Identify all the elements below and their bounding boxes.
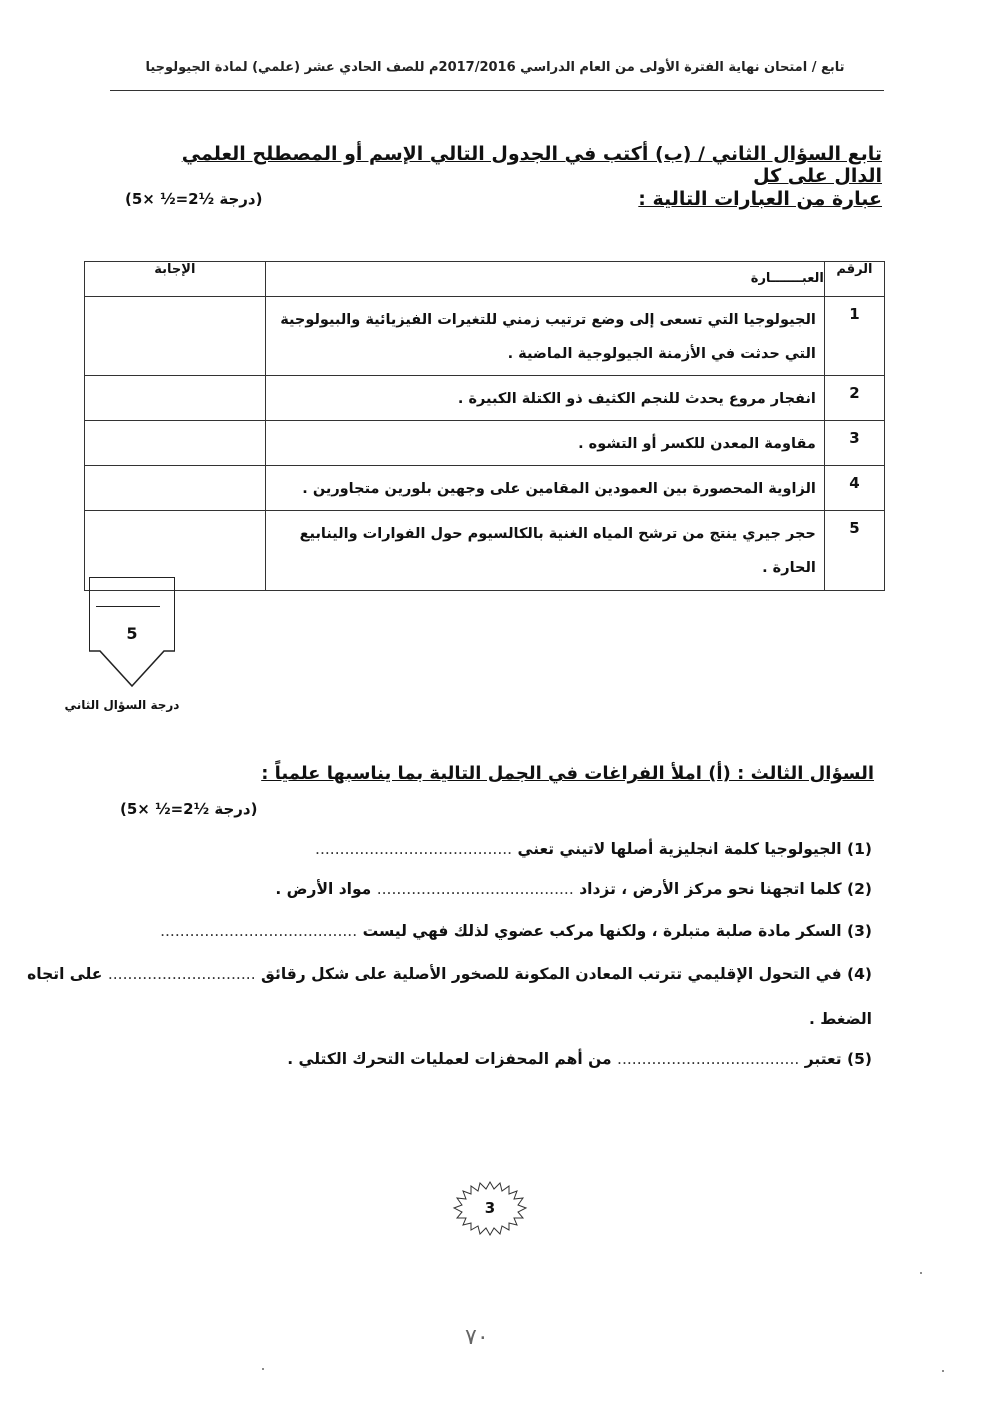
header-answer: الإجابة (85, 262, 266, 297)
row-statement: حجر جيري ينتج من ترشح المياه الغنية بالكالسيوم حول الفوارات والينابيع الحارة . (265, 511, 824, 591)
header-number: الرقم (824, 262, 884, 297)
fill-item (160, 922, 872, 940)
q3-marks: (5× ½=2½ درجة) (120, 800, 258, 818)
fill-prefix: (3) السكر مادة صلبة متبلرة ، ولكنها مركب عضوي لذلك فهي ليست (362, 922, 872, 940)
fill-suffix: مواد الأرض . (275, 880, 372, 898)
header-divider (110, 90, 884, 91)
page-number-badge (452, 1180, 528, 1236)
fill-item (287, 1050, 872, 1068)
exam-header: تابع / امتحان نهاية الفترة الأولى من العام الدراسي 2017/2016م للصف الحادي عشر (علمي) لمادة الجيولوجيا (145, 60, 845, 75)
fill-continuation: الضغط . (808, 1010, 872, 1028)
fill-prefix: (1) الجيولوجيا كلمة انجليزية أصلها لاتيني تعني (517, 840, 872, 858)
row-answer-cell[interactable] (85, 376, 266, 421)
scan-speck (920, 1272, 922, 1274)
row-number: 5 (824, 511, 884, 591)
table-row (85, 376, 885, 421)
row-statement: مقاومة المعدن للكسر أو التشوه . (265, 421, 824, 466)
fill-item (275, 880, 872, 898)
table-row (85, 297, 885, 376)
row-answer-cell[interactable] (85, 297, 266, 376)
fill-prefix: (2) كلما اتجهنا نحو مركز الأرض ، تزداد (579, 880, 872, 898)
grade-caption: درجة السؤال الثاني (64, 698, 180, 712)
row-number: 4 (824, 466, 884, 511)
grade-blank-line[interactable] (96, 606, 160, 607)
statements-table (84, 261, 885, 591)
table-row (85, 421, 885, 466)
row-statement: الجيولوجيا التي تسعى إلى وضع ترتيب زمني للتغيرات الفيزيائية والبيولوجية التي حدثت في الأزمنة الجيولوجية الماضية . (265, 297, 824, 376)
fill-blank[interactable]: ........................................ (376, 880, 574, 898)
scan-speck (942, 1370, 944, 1372)
fill-blank[interactable]: .............................. (107, 965, 256, 983)
table-header-row (85, 262, 885, 297)
fill-suffix: من أهم المحفزات لعمليات التحرك الكتلي . (287, 1050, 612, 1068)
fill-blank[interactable]: ..................................... (617, 1050, 800, 1068)
header-statement: العبـــــــارة (265, 262, 824, 297)
down-arrow-icon (82, 650, 182, 690)
row-number: 3 (824, 421, 884, 466)
row-answer-cell[interactable] (85, 421, 266, 466)
scan-speck (262, 1368, 264, 1370)
handwritten-page-number: ٧٠ (465, 1325, 489, 1350)
fill-prefix: (5) تعتبر (804, 1050, 872, 1068)
page-number: 3 (484, 1199, 496, 1217)
row-number: 1 (824, 297, 884, 376)
table-row (85, 511, 885, 591)
row-answer-cell[interactable] (85, 466, 266, 511)
fill-suffix: على اتجاه (27, 965, 103, 983)
row-statement: انفجار مروع يحدث للنجم الكثيف ذو الكتلة الكبيرة . (265, 376, 824, 421)
fill-prefix: (4) في التحول الإقليمي تترتب المعادن المكونة للصخور الأصلية على شكل رقائق (261, 965, 872, 983)
q2-title-line1: تابع السؤال الثاني / (ب) أكتب في الجدول التالي الإسم أو المصطلح العلمي الدال على كل (181, 143, 882, 187)
fill-item (27, 965, 872, 983)
q3-title: السؤال الثالث : (أ) املأ الفراغات في الجمل التالية بما يناسبها علمياً : (261, 763, 874, 784)
grade-total: 5 (126, 624, 138, 643)
fill-blank[interactable]: ........................................ (160, 922, 358, 940)
q2-marks: (5× ½=2½ درجة) (125, 190, 263, 208)
table-row (85, 466, 885, 511)
q2-title-line2: عبارة من العبارات التالية : (638, 188, 882, 210)
row-statement: الزاوية المحصورة بين العمودين المقامين على وجهين بلورين متجاورين . (265, 466, 824, 511)
row-number: 2 (824, 376, 884, 421)
fill-blank[interactable]: ........................................ (315, 840, 513, 858)
fill-item (315, 840, 872, 858)
